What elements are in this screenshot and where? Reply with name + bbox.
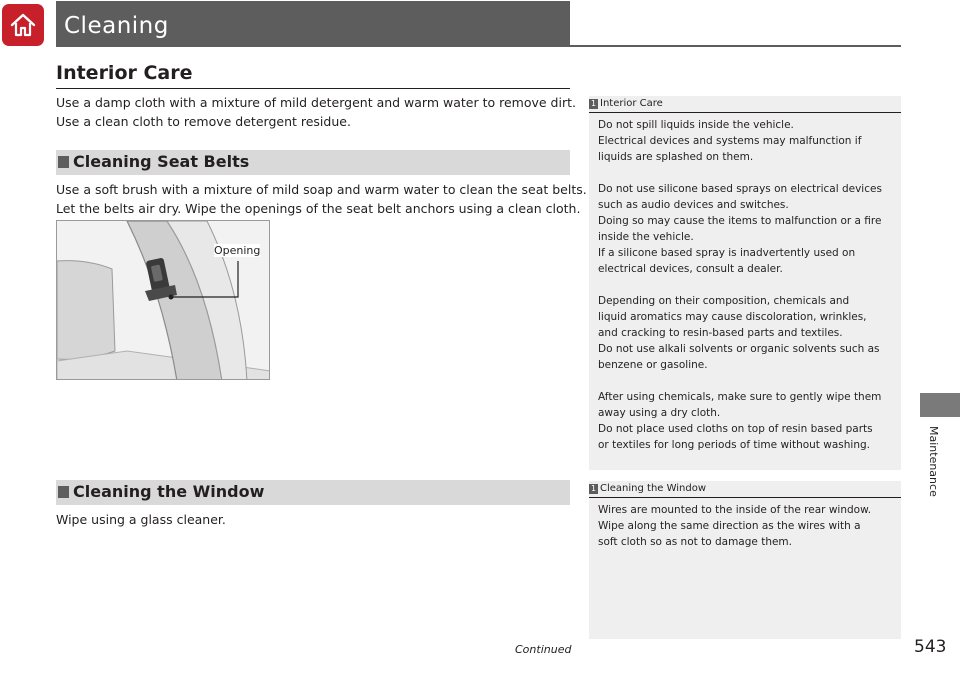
- note-line: liquids are splashed on them.: [598, 151, 754, 163]
- home-button[interactable]: [2, 4, 44, 46]
- section-title: Interior Care: [56, 62, 193, 84]
- note-line: Do not use silicone based sprays on electrical devices: [598, 183, 882, 195]
- interior-care-note: [589, 96, 901, 470]
- heading-square-icon: [58, 486, 69, 498]
- window-note-header: [589, 481, 901, 498]
- page-title: Cleaning: [64, 13, 169, 39]
- note-line: soft cloth so as not to damage them.: [598, 536, 792, 548]
- note-line: such as audio devices and switches.: [598, 199, 789, 211]
- intro-line-1: Use a damp cloth with a mixture of mild detergent and warm water to remove dirt.: [56, 95, 576, 110]
- note-line: away using a dry cloth.: [598, 407, 721, 419]
- title-divider: [56, 45, 901, 47]
- note-line: or textiles for long periods of time without washing.: [598, 439, 870, 451]
- window-heading: Cleaning the Window: [73, 482, 265, 501]
- seat-belts-line-2: Let the belts air dry. Wipe the openings of the seat belt anchors using a clean cloth.: [56, 201, 581, 216]
- note-line: Doing so may cause the items to malfunction or a fire: [598, 215, 882, 227]
- chapter-tab-label-wrap: [924, 426, 944, 506]
- chapter-tab[interactable]: [920, 393, 960, 417]
- home-icon: [8, 10, 38, 40]
- note-line: benzene or gasoline.: [598, 359, 708, 371]
- interior-care-note-header: [589, 96, 901, 113]
- note-line: Wipe along the same direction as the wires with a: [598, 520, 861, 532]
- intro-line-2: Use a clean cloth to remove detergent residue.: [56, 114, 351, 129]
- window-note-title: Cleaning the Window: [600, 483, 707, 494]
- note-line: Do not use alkali solvents or organic solvents such as: [598, 343, 880, 355]
- heading-square-icon: [58, 156, 69, 168]
- note-line: Electrical devices and systems may malfunction if: [598, 135, 862, 147]
- note-line: Do not spill liquids inside the vehicle.: [598, 119, 794, 131]
- note-marker-icon: 1: [590, 484, 597, 493]
- note-line: Wires are mounted to the inside of the rear window.: [598, 504, 872, 516]
- seat-belts-line-1: Use a soft brush with a mixture of mild soap and warm water to clean the seat belts.: [56, 182, 587, 197]
- section-divider: [56, 88, 570, 89]
- window-heading-bar: [56, 480, 570, 505]
- chapter-tab-label: Maintenance: [927, 426, 940, 497]
- note-marker-icon: 1: [590, 99, 597, 108]
- note-line: Do not place used cloths on top of resin based parts: [598, 423, 873, 435]
- opening-callout-label: Opening: [214, 244, 261, 257]
- note-line: and cracking to resin-based parts and textiles.: [598, 327, 843, 339]
- note-line: liquid aromatics may cause discoloration, wrinkles,: [598, 311, 867, 323]
- continued-label: Continued: [515, 643, 572, 656]
- window-note: [589, 481, 901, 639]
- note-line: inside the vehicle.: [598, 231, 694, 243]
- page-number: 543: [914, 637, 947, 657]
- note-line: After using chemicals, make sure to gently wipe them: [598, 391, 882, 403]
- interior-care-note-title: Interior Care: [600, 98, 663, 109]
- note-line: If a silicone based spray is inadvertently used on: [598, 247, 856, 259]
- seat-belts-heading-bar: [56, 150, 570, 175]
- page-title-bar: [56, 1, 570, 45]
- seat-belts-heading: Cleaning Seat Belts: [73, 152, 250, 171]
- note-line: Depending on their composition, chemicals and: [598, 295, 850, 307]
- note-line: electrical devices, consult a dealer.: [598, 263, 783, 275]
- window-line: Wipe using a glass cleaner.: [56, 512, 226, 527]
